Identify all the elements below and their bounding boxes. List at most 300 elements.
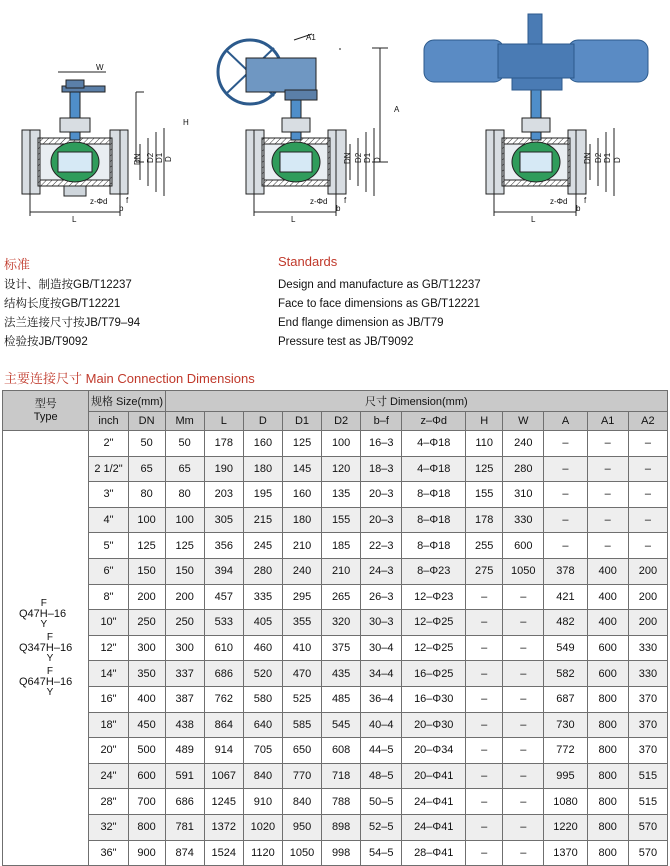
table-cell: 36–4 <box>361 686 402 712</box>
type-variant-stack <box>46 667 54 697</box>
table-cell: 24–Φ41 <box>402 814 466 840</box>
header-size: 规格 Size(mm) <box>89 391 165 412</box>
table-cell: 500 <box>128 738 165 764</box>
table-cell: 16" <box>89 686 128 712</box>
table-cell: 600 <box>503 533 544 559</box>
label-b-3: b <box>576 204 581 213</box>
table-cell: – <box>503 584 544 610</box>
table-cell: – <box>628 533 667 559</box>
type-variant-mid: H <box>45 676 54 689</box>
table-cell: 265 <box>322 584 361 610</box>
valve-drawing-actuator <box>424 14 648 216</box>
table-cell: 1220 <box>544 814 587 840</box>
main-dimensions-title: 主要连接尺寸 Main Connection Dimensions <box>4 371 255 386</box>
table-cell: 356 <box>204 533 243 559</box>
standard-en-item: Design and manufacture as GB/T12237 <box>278 279 481 291</box>
table-cell: 591 <box>165 763 204 789</box>
valve-drawing-lever <box>22 72 164 216</box>
table-cell: 54–5 <box>361 840 402 866</box>
standards-en-list <box>278 276 481 352</box>
type-suffix: –16 <box>47 607 67 620</box>
table-cell: – <box>466 686 503 712</box>
type-variant-top: F <box>40 598 47 610</box>
table-cell: 16–Φ30 <box>402 686 466 712</box>
table-cell: 337 <box>165 661 204 687</box>
table-cell: 4–Φ18 <box>402 456 466 482</box>
table-cell: 1020 <box>243 814 282 840</box>
table-cell: 1120 <box>243 840 282 866</box>
table-cell: 686 <box>165 789 204 815</box>
table-cell: 215 <box>243 507 282 533</box>
table-cell: – <box>466 661 503 687</box>
type-variant-bot: Y <box>46 653 54 665</box>
header-col: b–f <box>361 412 402 431</box>
table-cell: 700 <box>128 789 165 815</box>
table-cell: 950 <box>282 814 321 840</box>
standard-en-item: End flange dimension as JB/T79 <box>278 317 444 329</box>
table-cell: 2" <box>89 431 128 457</box>
table-cell: – <box>503 840 544 866</box>
table-cell: 864 <box>204 712 243 738</box>
standard-en-item: Pressure test as JB/T9092 <box>278 336 414 348</box>
table-row <box>3 686 668 712</box>
table-cell: 800 <box>587 712 628 738</box>
table-cell: 640 <box>243 712 282 738</box>
header-col: W <box>503 412 544 431</box>
table-cell: 24–3 <box>361 558 402 584</box>
table-row <box>3 507 668 533</box>
table-cell: 210 <box>282 533 321 559</box>
table-cell: 608 <box>322 738 361 764</box>
table-cell: 145 <box>282 456 321 482</box>
type-prefix: Q647 <box>19 675 46 688</box>
table-cell: – <box>503 763 544 789</box>
table-cell: 1372 <box>204 814 243 840</box>
table-cell: 4" <box>89 507 128 533</box>
label-zd-2: z-Φd <box>310 197 328 206</box>
label-d1-2: D1 <box>363 152 372 163</box>
table-cell: – <box>466 763 503 789</box>
header-col: z–Φd <box>402 412 466 431</box>
header-dn: DN <box>128 412 165 431</box>
label-f: f <box>126 196 129 205</box>
table-cell: 3" <box>89 482 128 508</box>
table-cell: 800 <box>587 738 628 764</box>
header-col: H <box>466 412 503 431</box>
table-cell: 34–4 <box>361 661 402 687</box>
label-d1: D1 <box>155 152 164 163</box>
table-cell: 26–3 <box>361 584 402 610</box>
table-cell: 898 <box>322 814 361 840</box>
table-cell: 48–5 <box>361 763 402 789</box>
table-row <box>3 558 668 584</box>
table-cell: 781 <box>165 814 204 840</box>
table-cell: 8–Φ18 <box>402 533 466 559</box>
table-cell: 180 <box>243 456 282 482</box>
table-cell: 335 <box>243 584 282 610</box>
type-prefix: Q47 <box>19 607 40 620</box>
table-cell: 705 <box>243 738 282 764</box>
table-cell: 30–3 <box>361 610 402 636</box>
table-cell: 160 <box>243 431 282 457</box>
table-cell: – <box>503 635 544 661</box>
table-cell: 12–Φ25 <box>402 635 466 661</box>
label-dn-3: DN <box>583 152 592 164</box>
table-cell: 330 <box>628 661 667 687</box>
table-cell: 482 <box>544 610 587 636</box>
table-cell: 120 <box>322 456 361 482</box>
table-cell: 762 <box>204 686 243 712</box>
table-cell: 582 <box>544 661 587 687</box>
table-cell: – <box>587 533 628 559</box>
table-cell: 874 <box>165 840 204 866</box>
label-h: H <box>183 118 189 127</box>
table-cell: 280 <box>243 558 282 584</box>
table-cell: 150 <box>165 558 204 584</box>
table-cell: 438 <box>165 712 204 738</box>
table-row <box>3 738 668 764</box>
table-cell: – <box>466 840 503 866</box>
table-cell: 525 <box>282 686 321 712</box>
table-cell: 160 <box>282 482 321 508</box>
table-cell: 28" <box>89 789 128 815</box>
table-cell: – <box>544 456 587 482</box>
table-cell: 100 <box>165 507 204 533</box>
table-cell: 800 <box>587 686 628 712</box>
label-l-2: L <box>291 215 296 224</box>
table-cell: – <box>503 789 544 815</box>
table-cell: 28–Φ41 <box>402 840 466 866</box>
table-cell: – <box>466 712 503 738</box>
table-cell: 610 <box>204 635 243 661</box>
table-cell: 2 1/2" <box>89 456 128 482</box>
table-cell: 718 <box>322 763 361 789</box>
table-cell: 125 <box>128 533 165 559</box>
table-cell: 600 <box>128 763 165 789</box>
type-variant-mid: H <box>45 642 54 655</box>
table-cell: 400 <box>128 686 165 712</box>
table-cell: 180 <box>282 507 321 533</box>
label-zd: z-Φd <box>90 197 108 206</box>
table-cell: 40–4 <box>361 712 402 738</box>
table-cell: 330 <box>628 635 667 661</box>
table-cell: 1067 <box>204 763 243 789</box>
table-cell: 12–Φ23 <box>402 584 466 610</box>
table-cell: 36" <box>89 840 128 866</box>
table-cell: 800 <box>587 840 628 866</box>
table-cell: – <box>466 584 503 610</box>
table-cell: 200 <box>628 610 667 636</box>
table-cell: 370 <box>628 738 667 764</box>
table-cell: 5" <box>89 533 128 559</box>
table-cell: 24–Φ41 <box>402 789 466 815</box>
table-row <box>3 533 668 559</box>
table-cell: 650 <box>282 738 321 764</box>
table-cell: 686 <box>204 661 243 687</box>
label-f-2: f <box>344 196 347 205</box>
table-cell: 1524 <box>204 840 243 866</box>
table-cell: 520 <box>243 661 282 687</box>
table-cell: 20–3 <box>361 482 402 508</box>
table-cell: 600 <box>587 661 628 687</box>
table-row <box>3 431 668 457</box>
table-cell: 275 <box>466 558 503 584</box>
type-cell <box>3 431 89 866</box>
table-cell: 295 <box>282 584 321 610</box>
table-cell: 378 <box>544 558 587 584</box>
type-prefix: Q347 <box>19 641 46 654</box>
type-variant-mid: H <box>39 608 48 621</box>
table-cell: 135 <box>322 482 361 508</box>
table-cell: 200 <box>165 584 204 610</box>
table-cell: 1245 <box>204 789 243 815</box>
table-cell: – <box>466 610 503 636</box>
table-cell: – <box>503 814 544 840</box>
type-variant-stack <box>40 599 48 629</box>
table-cell: 320 <box>322 610 361 636</box>
table-cell: 394 <box>204 558 243 584</box>
table-cell: – <box>503 661 544 687</box>
table-cell: 14" <box>89 661 128 687</box>
table-cell: – <box>587 482 628 508</box>
header-col: D <box>243 412 282 431</box>
table-cell: 300 <box>165 635 204 661</box>
table-cell: 435 <box>322 661 361 687</box>
label-d-2: D <box>373 157 382 163</box>
table-cell: 44–5 <box>361 738 402 764</box>
table-cell: 387 <box>165 686 204 712</box>
table-cell: – <box>628 482 667 508</box>
table-cell: 900 <box>128 840 165 866</box>
table-cell: – <box>544 431 587 457</box>
table-cell: 330 <box>503 507 544 533</box>
table-cell: 400 <box>587 558 628 584</box>
type-variant-top: F <box>46 632 53 644</box>
table-cell: – <box>466 814 503 840</box>
standard-cn-item: 法兰连接尺寸按JB/T79–94 <box>4 317 141 329</box>
table-cell: 50 <box>128 431 165 457</box>
table-cell: 1080 <box>544 789 587 815</box>
table-cell: 580 <box>243 686 282 712</box>
label-d: D <box>164 156 173 162</box>
table-cell: 515 <box>628 763 667 789</box>
table-cell: 240 <box>282 558 321 584</box>
label-a: A <box>394 105 400 114</box>
table-cell: 998 <box>322 840 361 866</box>
table-cell: 421 <box>544 584 587 610</box>
table-cell: 1050 <box>503 558 544 584</box>
table-row <box>3 661 668 687</box>
table-cell: – <box>503 712 544 738</box>
table-cell: 800 <box>128 814 165 840</box>
table-cell: 125 <box>165 533 204 559</box>
table-cell: 772 <box>544 738 587 764</box>
table-cell: 100 <box>322 431 361 457</box>
table-cell: 400 <box>587 610 628 636</box>
table-cell: 240 <box>503 431 544 457</box>
table-cell: 457 <box>204 584 243 610</box>
table-cell: 100 <box>128 507 165 533</box>
header-col: Mm <box>165 412 204 431</box>
table-row <box>3 610 668 636</box>
table-cell: 210 <box>322 558 361 584</box>
header-col: A <box>544 412 587 431</box>
table-cell: 20" <box>89 738 128 764</box>
table-cell: 178 <box>204 431 243 457</box>
table-cell: 570 <box>628 814 667 840</box>
header-type: 型号 Type <box>3 391 89 431</box>
label-b-2: b <box>336 204 341 213</box>
table-cell: 16–Φ25 <box>402 661 466 687</box>
table-row <box>3 482 668 508</box>
table-cell: 8–Φ18 <box>402 482 466 508</box>
table-cell: – <box>587 507 628 533</box>
label-d1-3: D1 <box>603 152 612 163</box>
standards-en-title: Standards <box>278 254 338 269</box>
label-dn-2: DN <box>343 152 352 164</box>
table-cell: 50 <box>165 431 204 457</box>
table-cell: 50–5 <box>361 789 402 815</box>
table-cell: 12" <box>89 635 128 661</box>
table-cell: 125 <box>282 431 321 457</box>
table-cell: 32" <box>89 814 128 840</box>
type-model <box>3 599 88 629</box>
table-cell: – <box>544 533 587 559</box>
header-col: D2 <box>322 412 361 431</box>
table-cell: 840 <box>282 789 321 815</box>
table-row <box>3 763 668 789</box>
type-variant-stack <box>46 633 54 663</box>
table-cell: 800 <box>587 814 628 840</box>
table-cell: 16–3 <box>361 431 402 457</box>
table-cell: 305 <box>204 507 243 533</box>
table-cell: 8–Φ23 <box>402 558 466 584</box>
label-w: W <box>96 63 104 72</box>
table-cell: 203 <box>204 482 243 508</box>
table-cell: 570 <box>628 840 667 866</box>
type-model <box>3 633 88 663</box>
table-cell: 18" <box>89 712 128 738</box>
table-cell: 190 <box>204 456 243 482</box>
dimension-table <box>2 390 668 866</box>
table-cell: 485 <box>322 686 361 712</box>
table-cell: 995 <box>544 763 587 789</box>
table-cell: 200 <box>628 558 667 584</box>
table-cell: – <box>587 456 628 482</box>
table-cell: 914 <box>204 738 243 764</box>
table-row <box>3 635 668 661</box>
header-inch: inch <box>89 412 128 431</box>
table-cell: 80 <box>165 482 204 508</box>
table-cell: 788 <box>322 789 361 815</box>
standard-cn-item: 检验按JB/T9092 <box>4 336 88 348</box>
table-cell: 370 <box>628 712 667 738</box>
type-suffix: –16 <box>53 675 73 688</box>
table-cell: 245 <box>243 533 282 559</box>
table-cell: 355 <box>282 610 321 636</box>
standard-en-item: Face to face dimensions as GB/T12221 <box>278 298 480 310</box>
table-cell: 155 <box>466 482 503 508</box>
table-cell: 687 <box>544 686 587 712</box>
table-cell: 255 <box>466 533 503 559</box>
valve-drawings <box>0 0 670 240</box>
standard-cn-item: 结构长度按GB/T12221 <box>4 298 121 310</box>
table-cell: 730 <box>544 712 587 738</box>
table-cell: 800 <box>587 763 628 789</box>
table-cell: – <box>628 456 667 482</box>
header-col: A1 <box>587 412 628 431</box>
table-cell: 110 <box>466 431 503 457</box>
valve-drawing-gear <box>218 34 388 216</box>
type-model <box>3 667 88 697</box>
table-cell: – <box>503 686 544 712</box>
table-cell: – <box>628 507 667 533</box>
label-d-3: D <box>613 157 622 163</box>
table-cell: 250 <box>128 610 165 636</box>
table-cell: 410 <box>282 635 321 661</box>
type-variant-bot: Y <box>46 687 54 699</box>
table-cell: 52–5 <box>361 814 402 840</box>
table-cell: – <box>466 635 503 661</box>
type-variant-bot: Y <box>40 619 48 631</box>
table-cell: 8–Φ18 <box>402 507 466 533</box>
table-cell: 470 <box>282 661 321 687</box>
table-cell: 200 <box>628 584 667 610</box>
table-cell: 310 <box>503 482 544 508</box>
table-cell: 549 <box>544 635 587 661</box>
table-cell: 350 <box>128 661 165 687</box>
table-cell: – <box>587 431 628 457</box>
table-cell: 8" <box>89 584 128 610</box>
table-cell: 1050 <box>282 840 321 866</box>
table-row <box>3 456 668 482</box>
table-cell: 80 <box>128 482 165 508</box>
label-d2-2: D2 <box>354 152 363 163</box>
table-row <box>3 814 668 840</box>
table-cell: 250 <box>165 610 204 636</box>
table-cell: 22–3 <box>361 533 402 559</box>
label-a1: A1 <box>306 33 316 42</box>
table-row <box>3 789 668 815</box>
table-cell: – <box>628 431 667 457</box>
table-cell: 770 <box>282 763 321 789</box>
table-cell: 18–3 <box>361 456 402 482</box>
table-cell: 195 <box>243 482 282 508</box>
table-cell: 545 <box>322 712 361 738</box>
table-cell: – <box>466 738 503 764</box>
standards-cn-title: 标准 <box>4 257 31 272</box>
header-col: D1 <box>282 412 321 431</box>
label-zd-3: z-Φd <box>550 197 568 206</box>
table-cell: 460 <box>243 635 282 661</box>
table-row <box>3 584 668 610</box>
table-cell: 200 <box>128 584 165 610</box>
table-row <box>3 840 668 866</box>
type-suffix: –16 <box>53 641 73 654</box>
label-d2-3: D2 <box>594 152 603 163</box>
table-cell: 375 <box>322 635 361 661</box>
table-cell: 178 <box>466 507 503 533</box>
table-cell: 4–Φ18 <box>402 431 466 457</box>
table-cell: – <box>544 482 587 508</box>
table-cell: 515 <box>628 789 667 815</box>
table-cell: 20–3 <box>361 507 402 533</box>
table-cell: 840 <box>243 763 282 789</box>
table-cell: 450 <box>128 712 165 738</box>
table-cell: 6" <box>89 558 128 584</box>
table-cell: 400 <box>587 584 628 610</box>
table-cell: 300 <box>128 635 165 661</box>
